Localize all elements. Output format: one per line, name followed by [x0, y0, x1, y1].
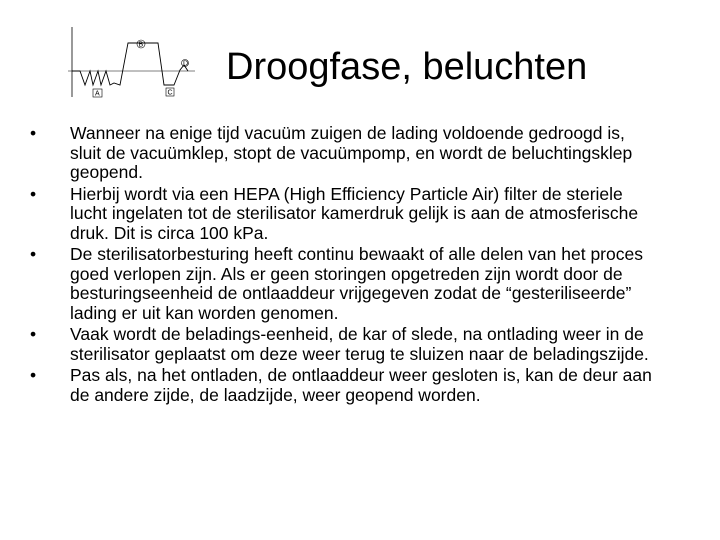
bullet-marker: • [30, 123, 37, 143]
slide-title: Droogfase, beluchten [226, 46, 588, 88]
bullet-text: Hierbij wordt via een HEPA (High Efficiency Particle Air) filter de steriele lucht ingelaten tot de sterilisator kamerdruk gelijk is aan de atmosferische druk. Dit is circa 100 kPa. [70, 183, 639, 243]
bullet-marker: • [30, 365, 37, 385]
pressure-curve [72, 43, 188, 85]
bullet-text: Pas als, na het ontladen, de ontlaaddeur weer gesloten is, kan de deur aan de andere zijde, de laadzijde, weer geopend worden. [70, 365, 652, 405]
phase-label-d: D [183, 60, 189, 68]
bullet-text: De sterilisatorbesturing heeft continu bewaakt of alle delen van het proces goed verlopen zijn. Als er geen storingen opgetreden zijn wordt door de besturingseenheid de ontlaaddeur vrijgegeven zodat de “gesteriliseerde” lading er uit kan worden genomen. [70, 244, 643, 323]
bullet-item [30, 245, 660, 323]
bullet-list [30, 124, 660, 407]
bullet-item [30, 366, 660, 405]
bullet-item [30, 185, 660, 244]
bullet-item [30, 325, 660, 364]
phase-label-b: B [138, 41, 144, 49]
bullet-marker: • [30, 324, 37, 344]
bullet-text: Vaak wordt de beladings-eenheid, de kar of slede, na ontlading weer in de sterilisator geplaatst om deze weer terug te sluizen naar de beladingszijde. [70, 324, 649, 364]
bullet-item [30, 124, 660, 183]
phase-label-a: A [95, 90, 100, 98]
bullet-text: Wanneer na enige tijd vacuüm zuigen de lading voldoende gedroogd is, sluit de vacuümklep, stopt de vacuümpomp, en wordt de beluchtingsklep geopend. [70, 123, 633, 182]
bullet-marker: • [30, 244, 37, 264]
process-cycle-diagram [60, 25, 200, 105]
bullet-marker: • [30, 183, 37, 204]
phase-label-c: C [167, 89, 173, 97]
